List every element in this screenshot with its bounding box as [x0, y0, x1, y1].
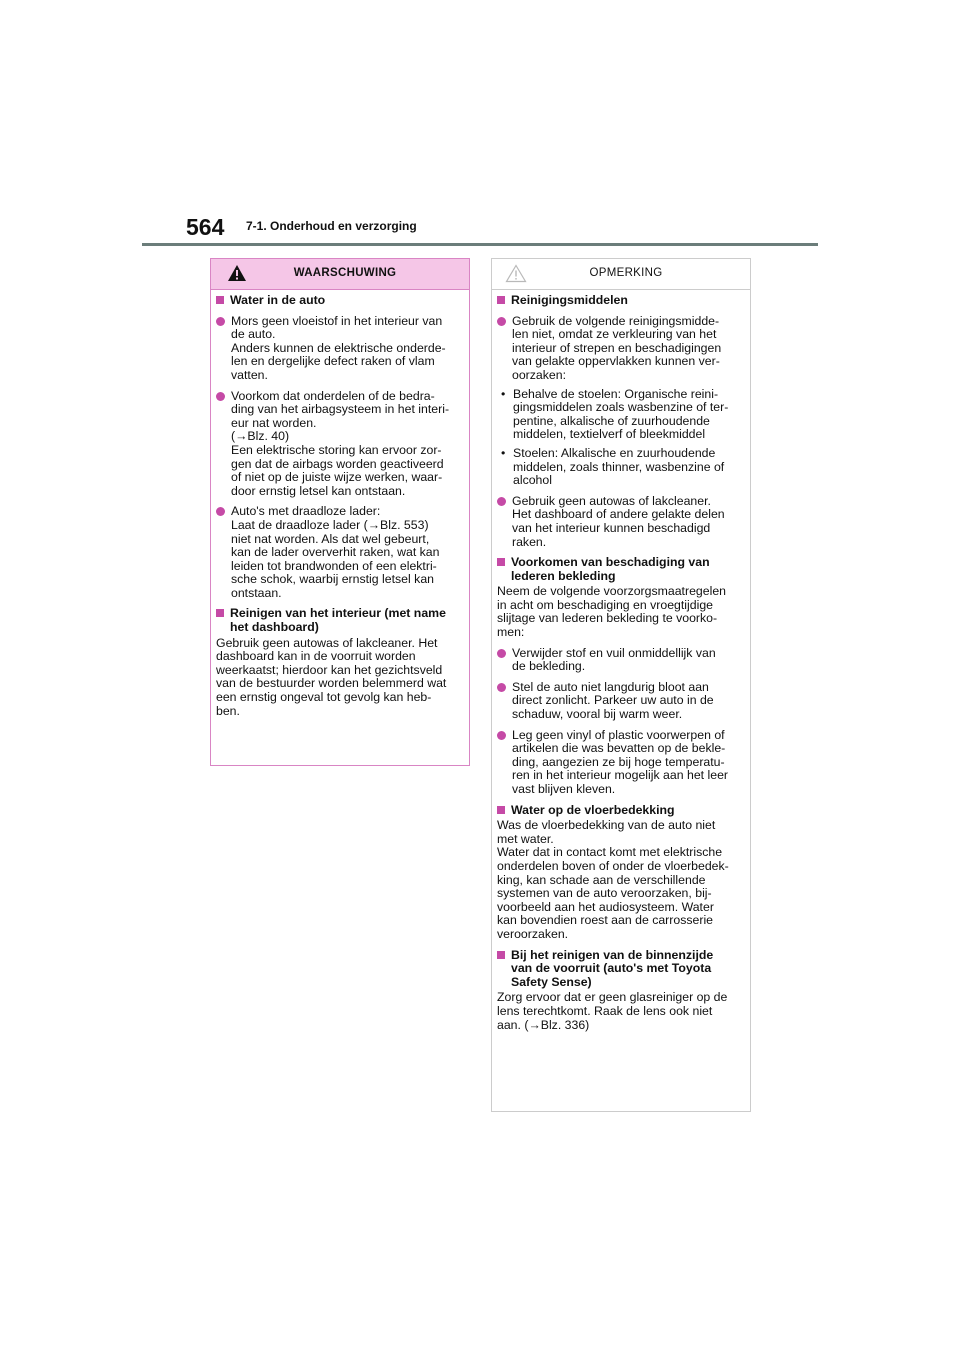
square-bullet-icon: [216, 296, 224, 304]
small-bullet-icon: •: [501, 386, 506, 401]
bullet-item: Mors geen vloeistof in het interieur van de auto. Anders kunnen de elektrische onderde- len en dergelijke defect raken of vlam vatten.: [216, 315, 464, 383]
bullet-item: Stel de auto niet langdurig bloot aan direct zonlicht. Parkeer uw auto in de schaduw, vooral bij warm weer.: [497, 681, 745, 722]
section-heading: Bij het reinigen van de binnenzijde van de voorruit (auto's met Toyota Safety Sense): [497, 949, 745, 990]
bullet-item: Auto's met draadloze lader: Laat de draadloze lader (→Blz. 553) niet nat worden. Als dat wel gebeurt, kan de lader oververhit raken, wat kan leiden tot brandwonden of een elektri- sche schok, waarbij ernstig letsel kan ontstaan.: [216, 505, 464, 600]
bullet-item: Leg geen vinyl of plastic voorwerpen of artikelen die was bevatten op de bekle- ding, aangezien ze bij hoge temperatu- ren in het interieur mogelijk aan het leer vast blijven kleven.: [497, 729, 745, 797]
note-box: [491, 258, 751, 1112]
section-heading: Voorkomen van beschadiging van lederen bekleding: [497, 556, 745, 583]
paragraph: Was de vloerbedekking van de auto niet met water. Water dat in contact komt met elektrische onderdelen boven of onder de vloerbedek- king, kan schade aan de verschillende systemen van de auto veroorzaken, bij- voorbeeld aan het audiosysteem. Water kan bovendien roest aan de carrosserie veroorzaken.: [497, 818, 729, 941]
paragraph: Zorg ervoor dat er geen glasreiniger op de lens terechtkomt. Raak de lens ook niet aan. (→Blz. 336): [497, 990, 728, 1032]
paragraph: Neem de volgende voorzorgsmaatregelen in acht om beschadiging en vroegtijdige slijtage van lederen bekleding te voorko- men:: [497, 584, 726, 640]
square-bullet-icon: [216, 609, 224, 617]
bullet-item: Gebruik geen autowas of lakcleaner. Het dashboard of andere gelakte delen van het interieur kunnen beschadigd raken.: [497, 495, 745, 549]
paragraph: Gebruik geen autowas of lakcleaner. Het dashboard kan in de voorruit worden weerkaatst; hierdoor kan het gezichtsveld van de bestuurder worden belemmerd wat een ernstig ongeval tot gevolg kan heb- ben.: [216, 635, 447, 718]
bullet-item: Voorkom dat onderdelen of de bedra- ding van het airbagsysteem in het interi- eur nat worden. (→Blz. 40) Een elektrische storing kan ervoor zor- gen dat de airbags worden geactiveerd of niet op de juiste wijze werken, waar- door ernstig letsel kan ontstaan.: [216, 390, 464, 499]
square-bullet-icon: [497, 558, 505, 566]
square-bullet-icon: [497, 951, 505, 959]
header-rule: [142, 243, 818, 246]
bullet-item: Gebruik de volgende reinigingsmidde- len niet, omdat ze verkleuring van het interieur of strepen en beschadigingen van gelakte oppervlakken kunnen ver- oorzaken:: [497, 315, 745, 383]
round-bullet-icon: [497, 731, 506, 740]
round-bullet-icon: [497, 683, 506, 692]
chapter-title: 7-1. Onderhoud en verzorging: [246, 219, 417, 233]
round-bullet-icon: [216, 317, 225, 326]
warning-title: WAARSCHUWING: [293, 267, 397, 280]
round-bullet-icon: [497, 317, 506, 326]
square-bullet-icon: [497, 806, 505, 814]
sub-bullet-item: • Behalve de stoelen: Organische reini- gingsmiddelen zoals wasbenzine of ter- pentine, alkalische of zuurhoudende middelen, textielverf of bleekmiddel: [497, 388, 745, 442]
caution-triangle-icon: [505, 264, 527, 283]
sub-bullet-item: • Stoelen: Alkalische en zuurhoudende middelen, zoals thinner, wasbenzine of alcohol: [497, 447, 745, 488]
note-title: OPMERKING: [589, 267, 663, 280]
square-bullet-icon: [497, 296, 505, 304]
bullet-item: Verwijder stof en vuil onmiddellijk van de bekleding.: [497, 647, 745, 674]
section-heading: Reinigen van het interieur (met name het dashboard): [216, 607, 464, 634]
round-bullet-icon: [216, 507, 225, 516]
round-bullet-icon: [497, 497, 506, 506]
round-bullet-icon: [497, 649, 506, 658]
note-header: [492, 259, 750, 290]
section-heading: Water in de auto: [216, 294, 464, 308]
round-bullet-icon: [216, 392, 225, 401]
note-content: [492, 290, 750, 1032]
section-heading: Water op de vloerbedekking: [497, 804, 745, 818]
warning-content: [211, 290, 469, 718]
warning-triangle-icon: [227, 264, 247, 282]
warning-box: [210, 258, 470, 766]
warning-header: [211, 259, 469, 290]
section-heading: Reinigingsmiddelen: [497, 294, 745, 308]
page-number: 564: [186, 214, 225, 240]
small-bullet-icon: •: [501, 445, 506, 460]
